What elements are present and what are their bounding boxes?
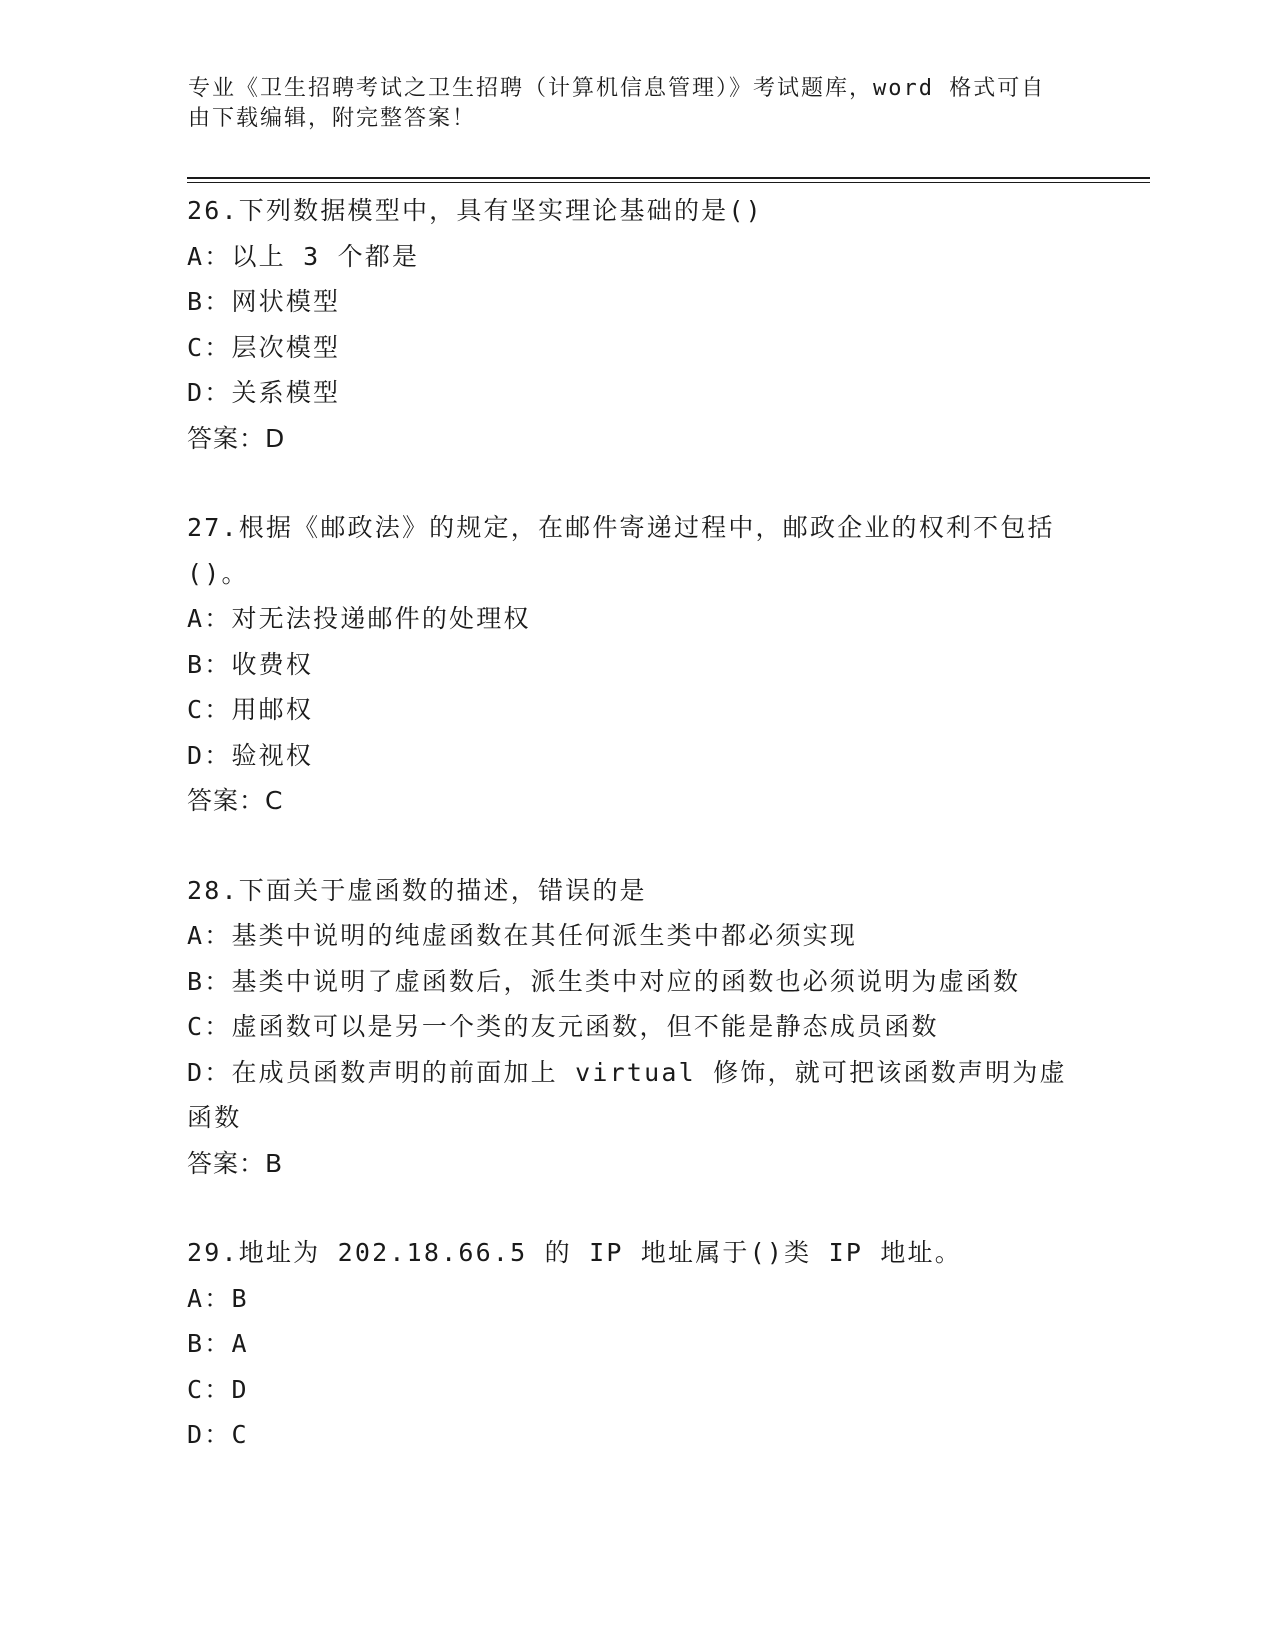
option-d: D：在成员函数声明的前面加上 virtual 修饰，就可把该函数声明为虚函数 bbox=[187, 1057, 1067, 1132]
question-26 bbox=[187, 188, 1087, 461]
question-28 bbox=[187, 868, 1087, 1187]
option-d: D：关系模型 bbox=[187, 378, 341, 407]
option-a: A：B bbox=[187, 1283, 249, 1313]
option-b: B：网状模型 bbox=[187, 287, 341, 316]
header-note: 专业《卫生招聘考试之卫生招聘（计算机信息管理）》考试题库，word 格式可自由下载编辑，附完整答案！ bbox=[188, 76, 1046, 131]
option-a: A：基类中说明的纯虚函数在其任何派生类中都必须实现 bbox=[187, 921, 858, 950]
option-c: C：D bbox=[187, 1374, 249, 1404]
answer-line: 答案：B bbox=[187, 1148, 284, 1178]
question-stem: 28.下面关于虚函数的描述，错误的是 bbox=[187, 875, 647, 905]
option-a: A：对无法投递邮件的处理权 bbox=[187, 604, 531, 633]
option-a: A：以上 3 个都是 bbox=[187, 241, 420, 271]
answer-line: 答案：D bbox=[187, 423, 286, 453]
question-stem: 29.地址为 202.18.66.5 的 IP 地址属于()类 IP 地址。 bbox=[187, 1238, 962, 1267]
option-b: B：基类中说明了虚函数后，派生类中对应的函数也必须说明为虚函数 bbox=[187, 966, 1021, 996]
question-stem: 26.下列数据模型中，具有坚实理论基础的是() bbox=[187, 196, 763, 225]
answer-line: 答案：C bbox=[187, 786, 284, 815]
question-stem: 27.根据《邮政法》的规定，在邮件寄递过程中，邮政企业的权利不包括()。 bbox=[187, 513, 1055, 588]
header-divider-thin bbox=[187, 182, 1150, 183]
option-c: C：层次模型 bbox=[187, 332, 341, 362]
option-b: B：收费权 bbox=[187, 649, 314, 679]
header-divider-thick bbox=[187, 177, 1150, 179]
option-c: C：虚函数可以是另一个类的友元函数，但不能是静态成员函数 bbox=[187, 1012, 939, 1041]
option-b: B：A bbox=[187, 1329, 249, 1358]
option-c: C：用邮权 bbox=[187, 695, 314, 724]
question-27 bbox=[187, 505, 1087, 824]
option-d: D：验视权 bbox=[187, 740, 314, 770]
option-d: D：C bbox=[187, 1420, 249, 1449]
question-list bbox=[187, 188, 1087, 1502]
question-29 bbox=[187, 1230, 1087, 1458]
